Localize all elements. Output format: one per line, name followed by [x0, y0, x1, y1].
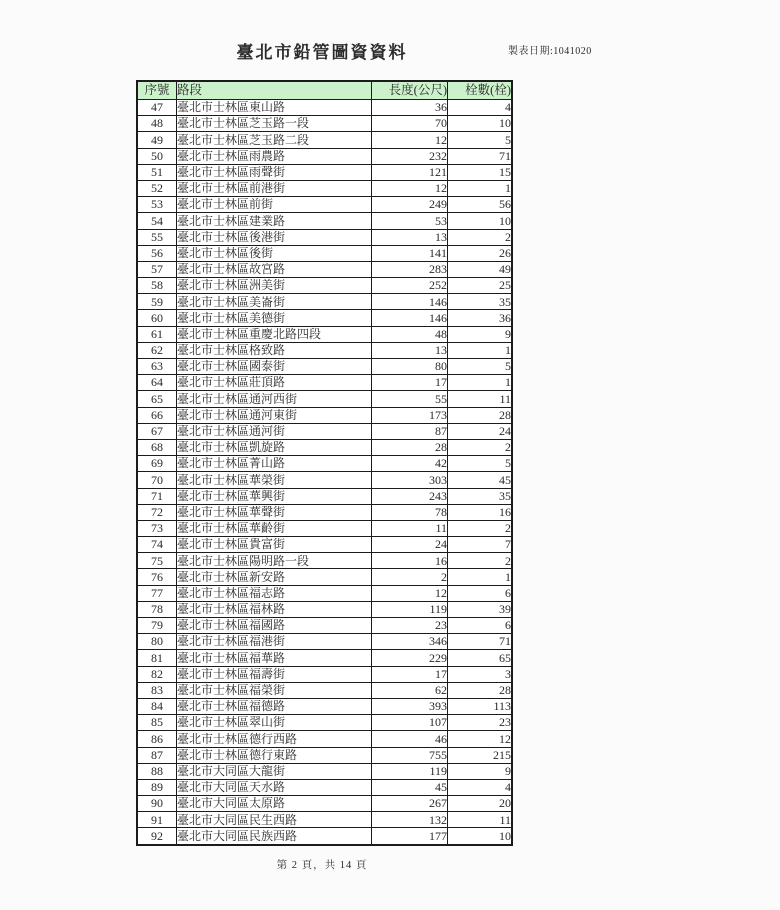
cell-stopcock-count: 113: [448, 698, 513, 714]
cell-length-meters: 755: [372, 747, 448, 763]
report-date: 製表日期:1041020: [508, 46, 592, 57]
cell-road-section: 臺北市士林區德行東路: [177, 747, 372, 763]
cell-stopcock-count: 2: [448, 520, 513, 536]
cell-serial: 67: [137, 423, 177, 439]
cell-stopcock-count: 9: [448, 763, 513, 779]
cell-road-section: 臺北市士林區格致路: [177, 342, 372, 358]
cell-length-meters: 119: [372, 601, 448, 617]
cell-road-section: 臺北市士林區福志路: [177, 585, 372, 601]
table-row: [137, 537, 512, 553]
cell-road-section: 臺北市士林區美崙街: [177, 294, 372, 310]
cell-stopcock-count: 65: [448, 650, 513, 666]
cell-road-section: 臺北市士林區福國路: [177, 618, 372, 634]
table-row: [137, 342, 512, 358]
cell-road-section: 臺北市士林區華興街: [177, 488, 372, 504]
header-road-section: 路段: [177, 81, 372, 100]
cell-stopcock-count: 56: [448, 197, 513, 213]
cell-road-section: 臺北市士林區新安路: [177, 569, 372, 585]
table-row: [137, 407, 512, 423]
cell-length-meters: 53: [372, 213, 448, 229]
cell-stopcock-count: 11: [448, 812, 513, 828]
cell-stopcock-count: 15: [448, 164, 513, 180]
cell-road-section: 臺北市士林區建業路: [177, 213, 372, 229]
cell-serial: 71: [137, 488, 177, 504]
cell-length-meters: 141: [372, 245, 448, 261]
cell-road-section: 臺北市士林區福壽街: [177, 666, 372, 682]
table-row: [137, 278, 512, 294]
header-row: [137, 81, 512, 100]
cell-stopcock-count: 49: [448, 261, 513, 277]
cell-length-meters: 173: [372, 407, 448, 423]
cell-stopcock-count: 2: [448, 439, 513, 455]
cell-road-section: 臺北市士林區福榮街: [177, 682, 372, 698]
table-row: [137, 148, 512, 164]
cell-length-meters: 229: [372, 650, 448, 666]
table-row: [137, 326, 512, 342]
cell-serial: 58: [137, 278, 177, 294]
cell-stopcock-count: 1: [448, 375, 513, 391]
cell-stopcock-count: 12: [448, 731, 513, 747]
cell-serial: 87: [137, 747, 177, 763]
cell-length-meters: 249: [372, 197, 448, 213]
cell-stopcock-count: 7: [448, 537, 513, 553]
cell-stopcock-count: 28: [448, 682, 513, 698]
cell-road-section: 臺北市士林區前街: [177, 197, 372, 213]
table-row: [137, 763, 512, 779]
cell-serial: 85: [137, 715, 177, 731]
cell-length-meters: 16: [372, 553, 448, 569]
cell-length-meters: 393: [372, 698, 448, 714]
cell-serial: 78: [137, 601, 177, 617]
table-row: [137, 294, 512, 310]
cell-stopcock-count: 10: [448, 116, 513, 132]
cell-stopcock-count: 45: [448, 472, 513, 488]
cell-road-section: 臺北市士林區福德路: [177, 698, 372, 714]
cell-serial: 63: [137, 359, 177, 375]
cell-road-section: 臺北市士林區華榮街: [177, 472, 372, 488]
cell-serial: 51: [137, 164, 177, 180]
cell-length-meters: 55: [372, 391, 448, 407]
table-body: [137, 100, 512, 845]
table-row: [137, 375, 512, 391]
cell-length-meters: 132: [372, 812, 448, 828]
cell-stopcock-count: 25: [448, 278, 513, 294]
cell-serial: 54: [137, 213, 177, 229]
table-row: [137, 504, 512, 520]
cell-stopcock-count: 5: [448, 456, 513, 472]
cell-road-section: 臺北市士林區華齡街: [177, 520, 372, 536]
table-row: [137, 585, 512, 601]
cell-serial: 61: [137, 326, 177, 342]
cell-serial: 62: [137, 342, 177, 358]
cell-length-meters: 177: [372, 828, 448, 845]
cell-length-meters: 2: [372, 569, 448, 585]
cell-length-meters: 267: [372, 796, 448, 812]
table-row: [137, 213, 512, 229]
cell-serial: 74: [137, 537, 177, 553]
cell-serial: 56: [137, 245, 177, 261]
cell-length-meters: 80: [372, 359, 448, 375]
cell-serial: 91: [137, 812, 177, 828]
cell-length-meters: 17: [372, 666, 448, 682]
cell-stopcock-count: 10: [448, 213, 513, 229]
cell-road-section: 臺北市大同區太原路: [177, 796, 372, 812]
cell-serial: 92: [137, 828, 177, 845]
table-row: [137, 310, 512, 326]
cell-stopcock-count: 1: [448, 180, 513, 196]
cell-road-section: 臺北市士林區芝玉路二段: [177, 132, 372, 148]
cell-road-section: 臺北市士林區美德街: [177, 310, 372, 326]
cell-road-section: 臺北市士林區前港街: [177, 180, 372, 196]
cell-stopcock-count: 36: [448, 310, 513, 326]
table-row: [137, 488, 512, 504]
cell-serial: 55: [137, 229, 177, 245]
cell-road-section: 臺北市士林區福港街: [177, 634, 372, 650]
table-row: [137, 698, 512, 714]
cell-road-section: 臺北市士林區後港街: [177, 229, 372, 245]
cell-road-section: 臺北市士林區東山路: [177, 100, 372, 116]
cell-serial: 89: [137, 779, 177, 795]
cell-length-meters: 283: [372, 261, 448, 277]
header-length-meters: 長度(公尺): [372, 81, 448, 100]
cell-stopcock-count: 35: [448, 488, 513, 504]
cell-length-meters: 119: [372, 763, 448, 779]
table-row: [137, 682, 512, 698]
cell-serial: 88: [137, 763, 177, 779]
table-header: [137, 81, 512, 100]
table-row: [137, 391, 512, 407]
cell-road-section: 臺北市士林區華聲街: [177, 504, 372, 520]
table-row: [137, 634, 512, 650]
cell-length-meters: 12: [372, 132, 448, 148]
cell-length-meters: 11: [372, 520, 448, 536]
cell-road-section: 臺北市士林區福林路: [177, 601, 372, 617]
table-row: [137, 423, 512, 439]
cell-serial: 66: [137, 407, 177, 423]
cell-serial: 69: [137, 456, 177, 472]
cell-stopcock-count: 23: [448, 715, 513, 731]
cell-serial: 76: [137, 569, 177, 585]
cell-length-meters: 107: [372, 715, 448, 731]
cell-serial: 47: [137, 100, 177, 116]
page-title: 臺北市鉛管圖資資料: [236, 43, 408, 62]
table-row: [137, 100, 512, 116]
cell-stopcock-count: 71: [448, 634, 513, 650]
cell-stopcock-count: 5: [448, 359, 513, 375]
cell-serial: 81: [137, 650, 177, 666]
cell-road-section: 臺北市大同區天水路: [177, 779, 372, 795]
cell-serial: 50: [137, 148, 177, 164]
cell-serial: 84: [137, 698, 177, 714]
table-row: [137, 731, 512, 747]
cell-stopcock-count: 2: [448, 553, 513, 569]
cell-road-section: 臺北市士林區洲美街: [177, 278, 372, 294]
cell-serial: 75: [137, 553, 177, 569]
table-row: [137, 359, 512, 375]
cell-stopcock-count: 2: [448, 229, 513, 245]
cell-stopcock-count: 10: [448, 828, 513, 845]
table-row: [137, 747, 512, 763]
cell-length-meters: 121: [372, 164, 448, 180]
table-row: [137, 180, 512, 196]
cell-stopcock-count: 5: [448, 132, 513, 148]
cell-length-meters: 232: [372, 148, 448, 164]
cell-road-section: 臺北市士林區莊頂路: [177, 375, 372, 391]
cell-length-meters: 252: [372, 278, 448, 294]
cell-road-section: 臺北市士林區國泰街: [177, 359, 372, 375]
table-row: [137, 650, 512, 666]
cell-length-meters: 12: [372, 180, 448, 196]
cell-length-meters: 13: [372, 342, 448, 358]
cell-stopcock-count: 28: [448, 407, 513, 423]
cell-serial: 90: [137, 796, 177, 812]
cell-stopcock-count: 9: [448, 326, 513, 342]
cell-serial: 53: [137, 197, 177, 213]
cell-road-section: 臺北市士林區後街: [177, 245, 372, 261]
table-row: [137, 715, 512, 731]
cell-serial: 80: [137, 634, 177, 650]
cell-road-section: 臺北市大同區民族西路: [177, 828, 372, 845]
cell-serial: 60: [137, 310, 177, 326]
cell-road-section: 臺北市士林區通河街: [177, 423, 372, 439]
cell-road-section: 臺北市大同區大龍街: [177, 763, 372, 779]
cell-road-section: 臺北市士林區翠山街: [177, 715, 372, 731]
table-row: [137, 666, 512, 682]
cell-length-meters: 303: [372, 472, 448, 488]
cell-road-section: 臺北市士林區貴富街: [177, 537, 372, 553]
cell-road-section: 臺北市大同區民生西路: [177, 812, 372, 828]
page-number: 第 2 頁，共 14 頁: [276, 860, 368, 871]
cell-road-section: 臺北市士林區雨聲街: [177, 164, 372, 180]
cell-stopcock-count: 24: [448, 423, 513, 439]
cell-serial: 83: [137, 682, 177, 698]
cell-length-meters: 62: [372, 682, 448, 698]
cell-stopcock-count: 35: [448, 294, 513, 310]
table-row: [137, 229, 512, 245]
cell-road-section: 臺北市士林區福華路: [177, 650, 372, 666]
table-row: [137, 132, 512, 148]
table-row: [137, 261, 512, 277]
table-row: [137, 456, 512, 472]
cell-length-meters: 12: [372, 585, 448, 601]
cell-stopcock-count: 6: [448, 585, 513, 601]
cell-length-meters: 28: [372, 439, 448, 455]
cell-length-meters: 48: [372, 326, 448, 342]
cell-length-meters: 24: [372, 537, 448, 553]
cell-length-meters: 36: [372, 100, 448, 116]
cell-road-section: 臺北市士林區凱旋路: [177, 439, 372, 455]
cell-length-meters: 45: [372, 779, 448, 795]
table-row: [137, 164, 512, 180]
cell-serial: 73: [137, 520, 177, 536]
table-row: [137, 779, 512, 795]
cell-serial: 49: [137, 132, 177, 148]
cell-serial: 86: [137, 731, 177, 747]
cell-length-meters: 78: [372, 504, 448, 520]
cell-stopcock-count: 4: [448, 779, 513, 795]
cell-stopcock-count: 215: [448, 747, 513, 763]
table-row: [137, 812, 512, 828]
cell-stopcock-count: 1: [448, 569, 513, 585]
cell-length-meters: 243: [372, 488, 448, 504]
cell-serial: 77: [137, 585, 177, 601]
cell-road-section: 臺北市士林區芝玉路一段: [177, 116, 372, 132]
cell-serial: 48: [137, 116, 177, 132]
cell-road-section: 臺北市士林區故宮路: [177, 261, 372, 277]
cell-length-meters: 13: [372, 229, 448, 245]
cell-length-meters: 70: [372, 116, 448, 132]
cell-serial: 72: [137, 504, 177, 520]
lead-pipe-table: [136, 80, 513, 846]
cell-serial: 65: [137, 391, 177, 407]
cell-stopcock-count: 11: [448, 391, 513, 407]
cell-stopcock-count: 20: [448, 796, 513, 812]
cell-stopcock-count: 6: [448, 618, 513, 634]
table-row: [137, 116, 512, 132]
table-row: [137, 553, 512, 569]
header-stopcock-count: 栓數(栓): [448, 81, 513, 100]
cell-stopcock-count: 1: [448, 342, 513, 358]
table-row: [137, 520, 512, 536]
table-row: [137, 618, 512, 634]
cell-serial: 52: [137, 180, 177, 196]
cell-road-section: 臺北市士林區通河西街: [177, 391, 372, 407]
cell-road-section: 臺北市士林區陽明路一段: [177, 553, 372, 569]
table-row: [137, 601, 512, 617]
table-row: [137, 439, 512, 455]
table-row: [137, 569, 512, 585]
cell-road-section: 臺北市士林區雨農路: [177, 148, 372, 164]
table-row: [137, 796, 512, 812]
header-serial: 序號: [137, 81, 177, 100]
cell-road-section: 臺北市士林區德行西路: [177, 731, 372, 747]
cell-length-meters: 23: [372, 618, 448, 634]
cell-serial: 82: [137, 666, 177, 682]
table-row: [137, 472, 512, 488]
cell-length-meters: 17: [372, 375, 448, 391]
cell-stopcock-count: 16: [448, 504, 513, 520]
cell-stopcock-count: 3: [448, 666, 513, 682]
cell-road-section: 臺北市士林區菁山路: [177, 456, 372, 472]
table-row: [137, 828, 512, 845]
cell-length-meters: 146: [372, 310, 448, 326]
cell-length-meters: 87: [372, 423, 448, 439]
cell-serial: 70: [137, 472, 177, 488]
cell-stopcock-count: 71: [448, 148, 513, 164]
cell-length-meters: 146: [372, 294, 448, 310]
table-row: [137, 197, 512, 213]
cell-serial: 57: [137, 261, 177, 277]
cell-stopcock-count: 39: [448, 601, 513, 617]
cell-stopcock-count: 26: [448, 245, 513, 261]
cell-serial: 79: [137, 618, 177, 634]
cell-serial: 68: [137, 439, 177, 455]
cell-stopcock-count: 4: [448, 100, 513, 116]
cell-road-section: 臺北市士林區重慶北路四段: [177, 326, 372, 342]
cell-serial: 59: [137, 294, 177, 310]
cell-length-meters: 42: [372, 456, 448, 472]
table-row: [137, 245, 512, 261]
cell-road-section: 臺北市士林區通河東街: [177, 407, 372, 423]
cell-length-meters: 346: [372, 634, 448, 650]
cell-length-meters: 46: [372, 731, 448, 747]
cell-serial: 64: [137, 375, 177, 391]
